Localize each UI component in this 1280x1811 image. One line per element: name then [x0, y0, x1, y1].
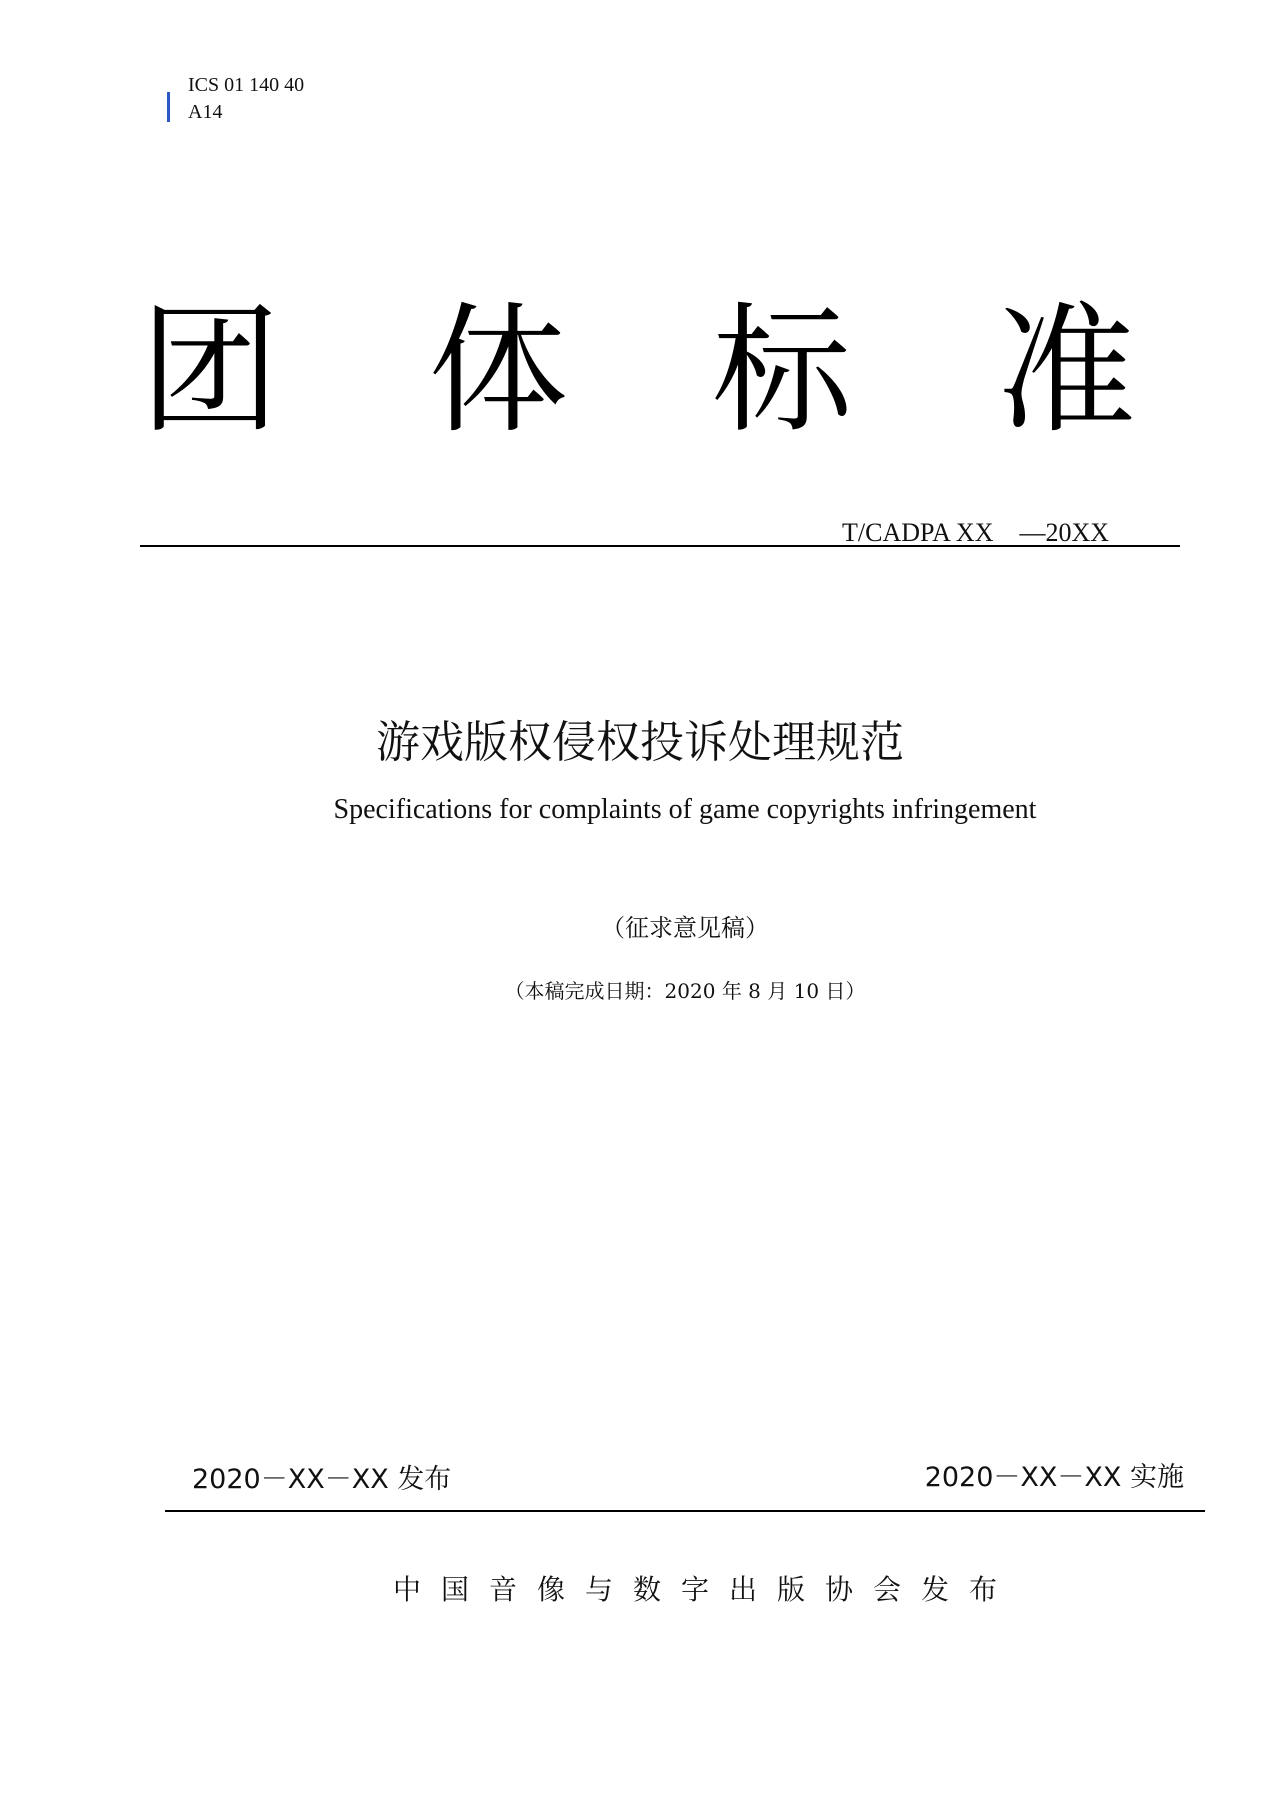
category-char-4: 准	[996, 290, 1137, 453]
bottom-divider	[165, 1510, 1205, 1512]
classification-codes	[188, 72, 304, 126]
category-char-3: 标	[712, 290, 853, 453]
release-date: 2020－XX－XX 发布	[192, 1464, 452, 1495]
top-divider	[140, 545, 1180, 547]
draft-label: （征求意见稿）	[601, 914, 769, 942]
ccs-code: A14	[188, 101, 223, 123]
standard-number: T/CADPA XX —20XX	[842, 518, 1110, 547]
category-char-2: 体	[428, 290, 569, 453]
category-char-1: 团	[140, 290, 281, 453]
ics-code: ICS 01 140 40	[188, 74, 305, 96]
document-english-title: Specifications for complaints of game copyrights infringement	[333, 794, 1037, 825]
document-title: 游戏版权侵权投诉处理规范	[376, 717, 904, 768]
implementation-date: 2020－XX－XX 实施	[924, 1462, 1184, 1493]
draft-completion-date: （本稿完成日期：2020 年 8 月 10 日）	[504, 979, 866, 1003]
margin-marker	[167, 92, 170, 122]
publisher: 中国音像与数字出版协会发布	[392, 1573, 1017, 1606]
